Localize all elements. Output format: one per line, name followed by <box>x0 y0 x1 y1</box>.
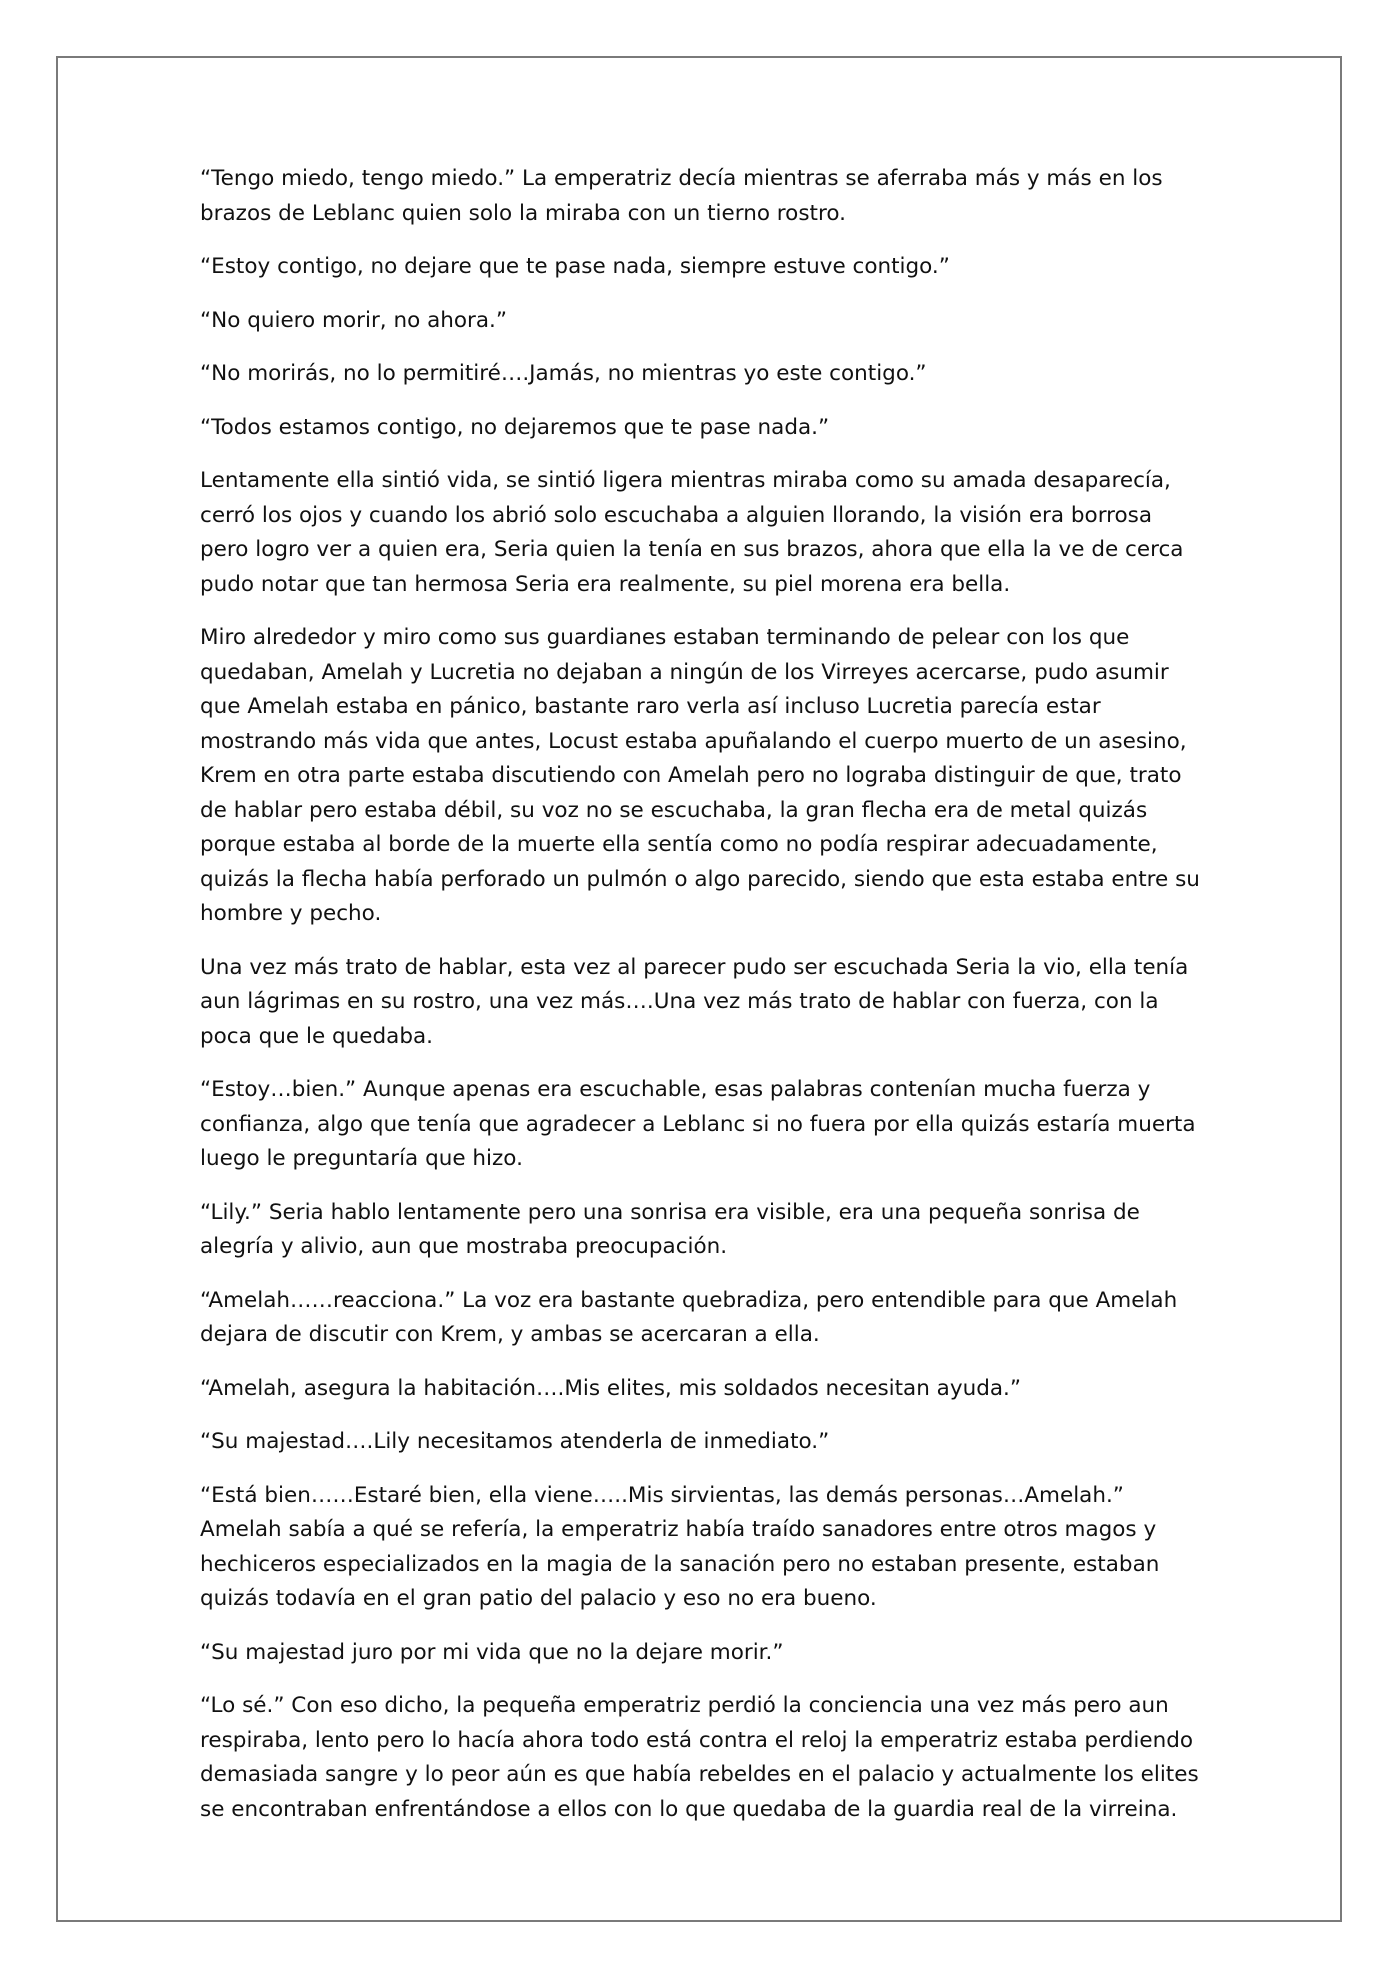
paragraph-1: “Tengo miedo, tengo miedo.” La emperatriz decía mientras se aferraba más y más en los brazos de Leblanc quien solo la miraba con un tierno rostro. <box>200 166 1163 226</box>
paragraph-13: “Su majestad….Lily necesitamos atenderla de inmediato.” <box>200 1429 830 1454</box>
paragraph-16: “Lo sé.” Con eso dicho, la pequeña emperatriz perdió la conciencia una vez más pero aun respiraba, lento pero lo hacía ahora todo está contra el reloj la emperatriz estaba perdiendo demasiada sangre y lo peor aún es que había rebeldes en el palacio y actualmente los elites se encontraban enfrentándose a ellos con lo que quedaba de la guardia real de la virreina. <box>200 1693 1199 1822</box>
paragraph-11: “Amelah……reacciona.” La voz era bastante quebradiza, pero entendible para que Amelah dejara de discutir con Krem, y ambas se acercaran a ella. <box>200 1287 1178 1347</box>
paragraph-6: Lentamente ella sintió vida, se sintió ligera mientras miraba como su amada desaparecía, cerró los ojos y cuando los abrió solo escuchaba a alguien llorando, la visión era borrosa pero logro ver a quien era, Seria quien la tenía en sus brazos, ahora que ella la ve de cerca pudo notar que tan hermosa Seria era realmente, su piel morena era bella. <box>200 468 1184 597</box>
paragraph-12: “Amelah, asegura la habitación….Mis elites, mis soldados necesitan ayuda.” <box>200 1375 1021 1401</box>
paragraph-7: Miro alrededor y miro como sus guardianes estaban terminando de pelear con los que quedaban, Amelah y Lucretia no dejaban a ningún de los Virreyes acercarse, pudo asumir que Amelah estaba en pánico, bastante raro verla así incluso Lucretia parecía estar mostrando más vida que antes, Locust estaba apuñalando el cuerpo muerto de un asesino, Krem en otra parte estaba discutiendo con Amelah pero no lograba distinguir de que, trato de hablar pero estaba débil, su voz no se escuchaba, la gran flecha era de metal quizás porque estaba al borde de la muerte ella sentía como no podía respirar adecuadamente, quizás la flecha había perforado un pulmón o algo parecido, siendo que esta estaba entre su hombre y pecho. <box>200 625 1200 926</box>
paragraph-15: “Su majestad juro por mi vida que no la dejare morir.” <box>200 1639 784 1665</box>
paragraph-5: “Todos estamos contigo, no dejaremos que te pase nada.” <box>200 414 830 440</box>
paragraph-3: “No quiero morir, no ahora.” <box>200 307 508 333</box>
paragraph-8: Una vez más trato de hablar, esta vez al parecer pudo ser escuchada Seria la vio, ella tenía aun lágrimas en su rostro, una vez más….Una vez más trato de hablar con fuerza, con la poca que le quedaba. <box>200 954 1189 1049</box>
document-body <box>200 162 1200 1846</box>
paragraph-4: “No morirás, no lo permitiré….Jamás, no mientras yo este contigo.” <box>200 361 927 386</box>
paragraph-2: “Estoy contigo, no dejare que te pase nada, siempre estuve contigo.” <box>200 254 950 279</box>
paragraph-14: “Está bien……Estaré bien, ella viene…..Mis sirvientas, las demás personas…Amelah.” Amelah sabía a qué se refería, la emperatriz había traído sanadores entre otros magos y hechiceros especializados en la magia de la sanación pero no estaban presente, estaban quizás todavía en el gran patio del palacio y eso no era bueno. <box>200 1482 1160 1611</box>
paragraph-9: “Estoy…bien.” Aunque apenas era escuchable, esas palabras contenían mucha fuerza y confianza, algo que tenía que agradecer a Leblanc si no fuera por ella quizás estaría muerta luego le preguntaría que hizo. <box>200 1077 1196 1171</box>
paragraph-10: “Lily.” Seria hablo lentamente pero una sonrisa era visible, era una pequeña sonrisa de alegría y alivio, aun que mostraba preocupación. <box>200 1199 1140 1259</box>
